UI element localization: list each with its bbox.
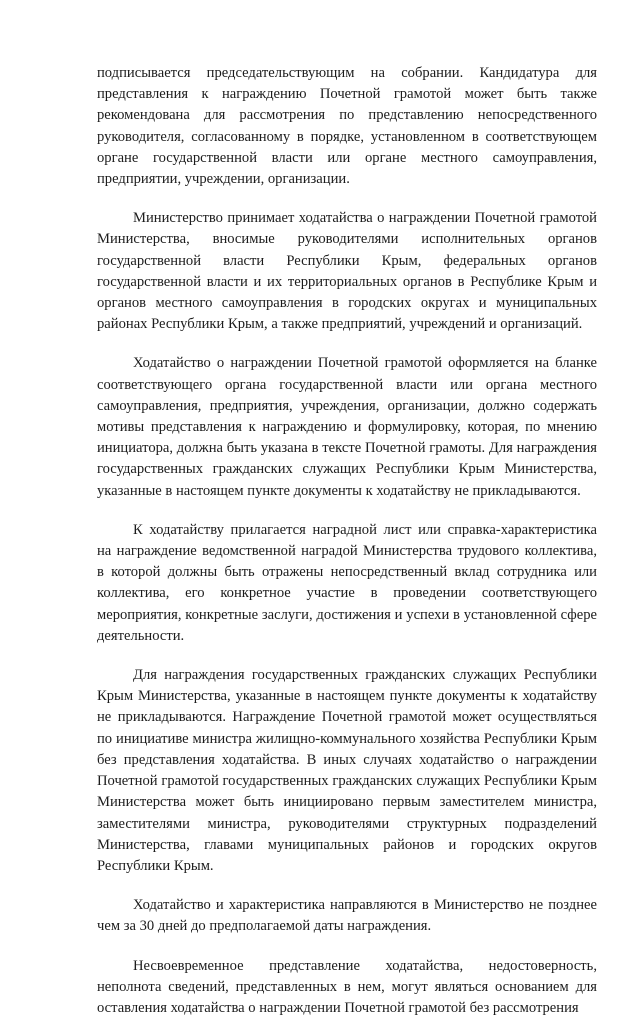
paragraph-5: Для награждения государственных гражданских служащих Республики Крым Министерства, указанные в настоящем пункте документы к ходатайству не прикладываются. Награждение Почетной грамотой может осуществляться по инициативе министра жилищно-коммунального хозяйства Республики Крым без представления ходатайства. В иных случаях ходатайство о награждении Почетной грамотой государственных гражданских служащих Республики Крым Министерства может быть инициировано первым заместителем министра, заместителями министра, руководителями структурных подразделений Министерства, главами муниципальных районов и городских округов Республики Крым. — [97, 667, 597, 874]
paragraph-4: К ходатайству прилагается наградной лист или справка-характеристика на награждение ведомственной наградой Министерства трудового коллектива, в которой должны быть отражены непосредственный вклад сотрудника или коллектива, его конкретное участие в проведении соответствующего мероприятия, конкретные заслуги, достижения и успехи в установленной сфере деятельности. — [97, 521, 597, 644]
paragraph-2: Министерство принимает ходатайства о награждении Почетной грамотой Министерства, вносимые руководителями исполнительных органов государственной власти Республики Крым, федеральных органов государственной власти и их территориальных органов в Республике Крым и органов местного самоуправления в городских округах и муниципальных районах Республики Крым, а также предприятий, учреждений и организаций. — [97, 210, 597, 333]
paragraph-3: Ходатайство о награждении Почетной грамотой оформляется на бланке соответствующего органа государственной власти или органа местного самоуправления, предприятия, учреждения, организации, должно содержать мотивы представления к награждению и формулировку, которая, по мнению инициатора, должна быть указана в тексте Почетной грамоты. Для награждения государственных гражданских служащих Республики Крым Министерства, указанные в настоящем пункте документы к ходатайству не прикладываются. — [97, 355, 597, 499]
paragraph-1: подписывается председательствующим на собрании. Кандидатура для представления к награждению Почетной грамотой может быть также рекомендована для рассмотрения по представлению непосредственного руководителя, согласованному в порядке, установленном в соответствующем органе государственной власти или органе местного самоуправления, предприятии, учреждении, организации. — [97, 65, 597, 188]
paragraph-6: Ходатайство и характеристика направляются в Министерство не позднее чем за 30 дней до предполагаемой даты награждения. — [97, 897, 597, 935]
paragraph-7: Несвоевременное представление ходатайства, недостоверность, неполнота сведений, представленных в нем, могут являться основанием для оставления ходатайства о награждении Почетной грамотой без рассмотрения — [97, 957, 597, 1016]
